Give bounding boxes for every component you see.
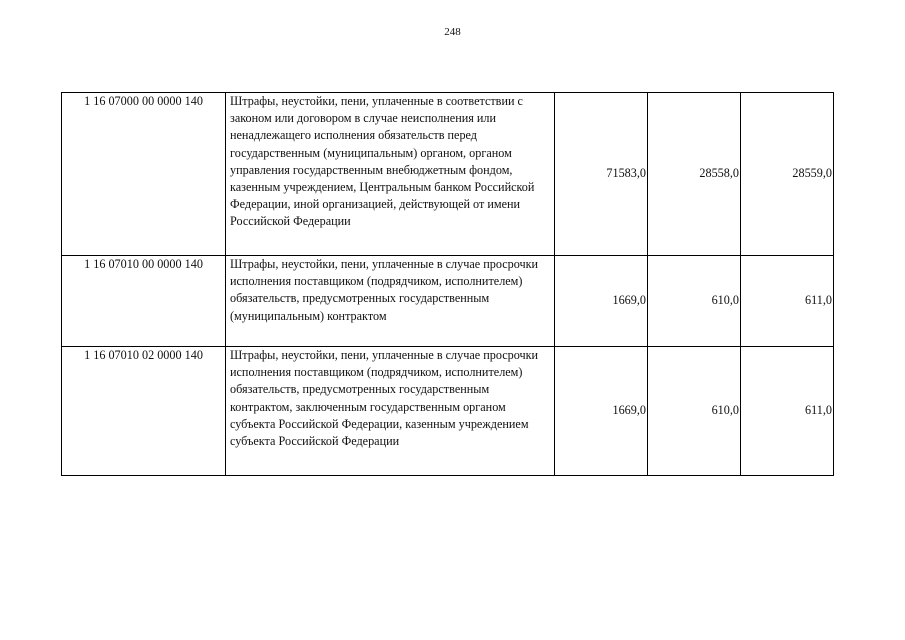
- page-number: 248: [444, 26, 461, 38]
- amount-cell-3: 28559,0: [741, 93, 834, 256]
- revenue-name-cell: Штрафы, неустойки, пени, уплаченные в случае просрочки исполнения поставщиком (подрядчиком, исполнителем) обязательств, предусмотренных государственным контрактом, заключенным государственным органом субъекта Российской Федерации, казенным учреждением субъекта Российской Федерации: [226, 347, 555, 476]
- budget-code-cell: 1 16 07010 00 0000 140: [62, 256, 226, 347]
- amount-cell-3: 611,0: [741, 256, 834, 347]
- budget-revenue-table: [61, 92, 834, 476]
- amount-cell-3: 611,0: [741, 347, 834, 476]
- amount-cell-2: 610,0: [648, 347, 741, 476]
- revenue-name-cell: Штрафы, неустойки, пени, уплаченные в соответствии с законом или договором в случае неисполнения или ненадлежащего исполнения обязательств перед государственным (муниципальным) органом, органом управления государственным внебюджетным фондом, казенным учреждением, Центральным банком Российской Федерации, иной организацией, действующей от имени Российской Федерации: [226, 93, 555, 256]
- budget-code-cell: 1 16 07000 00 0000 140: [62, 93, 226, 256]
- amount-cell-2: 610,0: [648, 256, 741, 347]
- table-row: [62, 93, 834, 256]
- table-row: [62, 347, 834, 476]
- table-row: [62, 256, 834, 347]
- amount-cell-2: 28558,0: [648, 93, 741, 256]
- amount-cell-1: 1669,0: [555, 256, 648, 347]
- amount-cell-1: 1669,0: [555, 347, 648, 476]
- amount-cell-1: 71583,0: [555, 93, 648, 256]
- revenue-name-cell: Штрафы, неустойки, пени, уплаченные в случае просрочки исполнения поставщиком (подрядчиком, исполнителем) обязательств, предусмотренных государственным (муниципальным) контрактом: [226, 256, 555, 347]
- budget-code-cell: 1 16 07010 02 0000 140: [62, 347, 226, 476]
